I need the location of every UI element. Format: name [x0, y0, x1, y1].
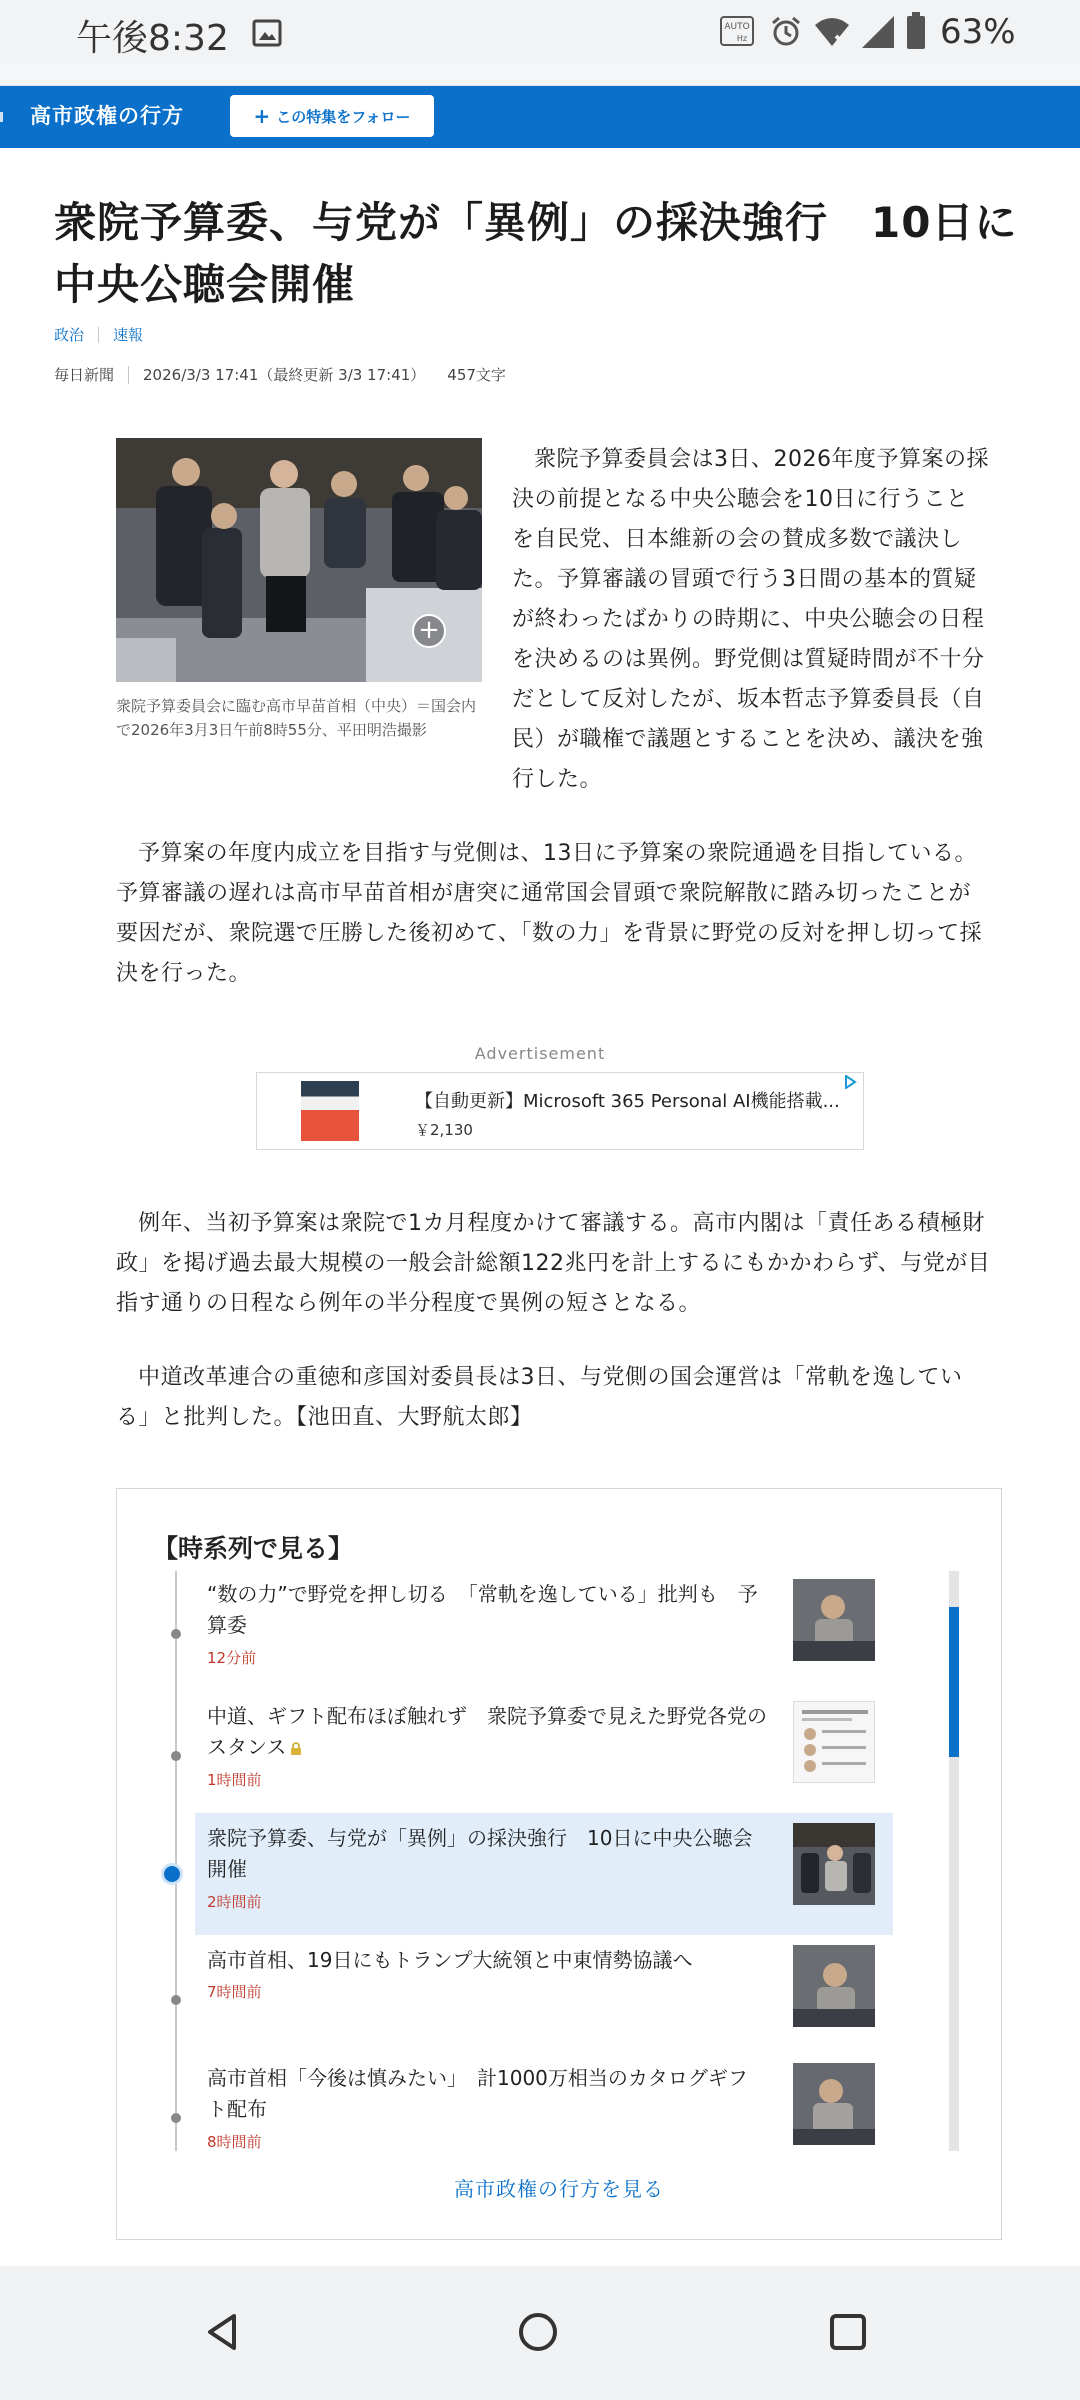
timeline-item-time: 7時間前 [207, 1983, 262, 2001]
article-photo[interactable] [116, 438, 482, 682]
auto-hz-icon [720, 16, 754, 46]
article-paragraph-1: 衆院予算委員会は3日、2026年度予算案の採決の前提となる中央公聴会を10日に行うことを自民党、日本維新の会の賛成多数で議決した。予算審議の冒頭で行う3日間の基本的質疑が終わったばかりの時期に、中央公聴会の日程を決めるのは異例。野党側は質疑時間が不十分だとして反対したが、坂本哲志予算委員長（自民）が職権で議題とすることを決め、議決を強行した。 [512, 447, 989, 792]
timeline-item-thumbnail[interactable] [793, 1823, 875, 1905]
timeline-item-title-text: 中道、ギフト配布ほぼ触れず 衆院予算委で見えた野党各党のスタンス [207, 1704, 767, 1759]
article-paragraph-2: 予算案の年度内成立を目指す与党側は、13日に予算案の衆院通過を目指している。予算審議の遅れは高市早苗首相が唐突に通常国会冒頭で衆院解散に踏み切ったことが要因だが、衆院選で圧勝した後初めて、「数の力」を背景に野党の反対を押し切って採決を行った。 [116, 841, 983, 986]
timeline-item-thumbnail[interactable] [793, 1701, 875, 1783]
timeline-dot [171, 1751, 181, 1761]
timeline-heading: 【時系列で見る】 [153, 1534, 354, 1563]
article-categories [54, 324, 143, 345]
timeline-dot [171, 1629, 181, 1639]
timeline-item[interactable] [195, 2053, 893, 2175]
timeline-dot [171, 2113, 181, 2123]
timeline-item-time: 2時間前 [207, 1893, 262, 1911]
ad-product-image [301, 1081, 359, 1141]
timeline-item[interactable] [195, 1691, 893, 1813]
timeline-dot [171, 1995, 181, 2005]
timeline-more-link[interactable]: 高市政権の行方を見る [454, 2177, 664, 2201]
timeline-item-current[interactable] [195, 1813, 893, 1935]
category-link-breaking[interactable]: 速報 [113, 326, 144, 344]
zoom-plus-icon[interactable]: + [412, 614, 446, 648]
timeline-current-dot [161, 1863, 183, 1885]
timeline-item-time: 8時間前 [207, 2133, 262, 2151]
follow-topic-label: この特集をフォロー [276, 107, 411, 126]
timeline-line [175, 1571, 177, 2151]
svg-text:Hz: Hz [736, 34, 748, 43]
timeline-item-time: 12分前 [207, 1649, 257, 1667]
timeline-scroll-thumb[interactable] [949, 1607, 959, 1757]
recents-icon[interactable] [826, 2310, 870, 2354]
timeline-box [116, 1488, 1002, 2240]
svg-text:AUTO: AUTO [724, 22, 750, 32]
system-nav-bar [0, 2266, 1080, 2400]
lock-icon [290, 1742, 302, 1755]
article-paragraph-4: 中道改革連合の重徳和彦国対委員長は3日、与党側の国会運営は「常軌を逸している」と批判した。【池田直、大野航太郎】 [116, 1365, 963, 1430]
article-source: 毎日新聞 [54, 366, 115, 384]
home-icon[interactable] [516, 2310, 560, 2354]
timeline-item-title[interactable]: “数の力”で野党を押し切る 「常軌を逸している」批判も 予算委 [207, 1582, 758, 1637]
battery-icon [906, 12, 926, 50]
follow-topic-button[interactable] [230, 95, 434, 137]
signal-icon [860, 16, 896, 50]
ad-title[interactable]: 【自動更新】Microsoft 365 Personal AI機能搭載... [415, 1091, 840, 1112]
status-bar [0, 0, 1080, 64]
timeline-item-title[interactable]: 衆院予算委、与党が「異例」の採決強行 10日に中央公聴会開催 [207, 1826, 753, 1881]
timeline-item-thumbnail[interactable] [793, 2063, 875, 2145]
status-time: 午後8:32 [76, 18, 229, 59]
meta-divider [128, 366, 129, 384]
topic-header-bar [0, 86, 1080, 148]
timeline-item[interactable] [195, 1935, 893, 2057]
wifi-icon [814, 16, 850, 48]
timeline-item-title[interactable]: 高市首相、19日にもトランプ大統領と中東情勢協議へ [207, 1948, 693, 1972]
photo-caption: 衆院予算委員会に臨む高市早苗首相（中央）＝国会内で2026年3月3日午前8時55分、平田明浩撮影 [116, 697, 477, 739]
gallery-icon [252, 19, 282, 47]
timeline-item-time: 1時間前 [207, 1771, 262, 1789]
timeline-item-thumbnail[interactable] [793, 1579, 875, 1661]
category-link-politics[interactable]: 政治 [54, 326, 85, 344]
timeline-item-title[interactable]: 高市首相「今後は慎みたい」 計1000万相当のカタログギフト配布 [207, 2066, 748, 2121]
ad-price: ￥2,130 [415, 1121, 473, 1139]
article-timestamp: 2026/3/3 17:41（最終更新 3/3 17:41） [143, 366, 426, 384]
plus-icon: + [253, 104, 271, 128]
top-divider [0, 64, 1080, 86]
article-char-count: 457文字 [447, 366, 506, 384]
timeline-item-title[interactable] [207, 1701, 767, 1763]
back-icon[interactable] [202, 2310, 246, 2354]
battery-percent: 63% [940, 12, 1016, 52]
alarm-icon [770, 16, 802, 48]
article-paragraph-3: 例年、当初予算案は衆院で1カ月程度かけて審議する。高市内閣は「責任ある積極財政」を掲げ過去最大規模の一般会計総額122兆円を計上するにもかかわらず、与党が目指す通りの日程なら例年の半分程度で異例の短さとなる。 [116, 1211, 991, 1316]
article-meta [54, 364, 506, 385]
ad-label: Advertisement [474, 1044, 606, 1063]
category-divider [98, 327, 99, 343]
topic-title[interactable]: 高市政権の行方 [30, 104, 184, 128]
scroll-edge-marker [0, 112, 6, 122]
adchoices-icon[interactable] [843, 1075, 857, 1089]
timeline-item[interactable] [195, 1569, 893, 1691]
article-headline: 衆院予算委、与党が「異例」の採決強行 10日に中央公聴会開催 [54, 198, 1018, 309]
timeline-item-thumbnail[interactable] [793, 1945, 875, 2027]
ad-banner[interactable] [256, 1072, 864, 1150]
